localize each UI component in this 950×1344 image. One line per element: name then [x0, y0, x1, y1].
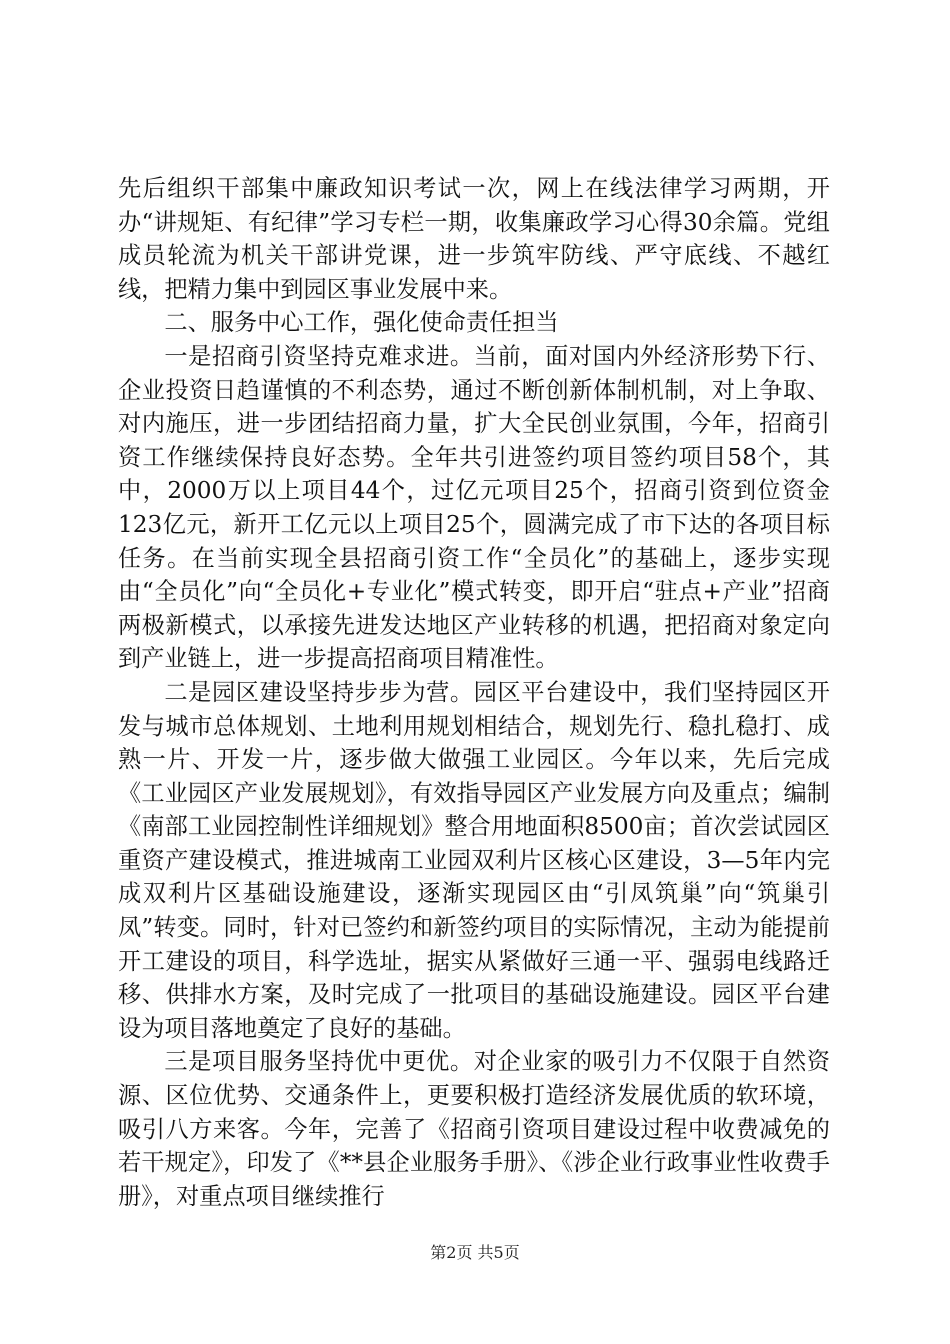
page-number-footer: 第2页 共5页: [430, 1243, 520, 1262]
document-body: [118, 172, 830, 1213]
paragraph-park-construction: 二是园区建设坚持步步为营。园区平台建设中，我们坚持园区开发与城市总体规划、土地利用规划相结合，规划先行、稳扎稳打、成熟一片、开发一片，逐步做大做强工业园区。今年以来，先后完成《工业园区产业发展规划》，有效指导园区产业发展方向及重点；编制《南部工业园控制性详细规划》整合用地面积8500亩；首次尝试园区重资产建设模式，推进城南工业园双利片区核心区建设，3—5年内完成双利片区基础设施建设，逐渐实现园区由“引凤筑巢”向“筑巢引凤”转变。同时，针对已签约和新签约项目的实际情况，主动为能提前开工建设的项目，科学选址，据实从紧做好三通一平、强弱电线路迁移、供排水方案，及时完成了一批项目的基础设施建设。园区平台建设为项目落地奠定了良好的基础。: [118, 678, 830, 1042]
section-heading: 二、服务中心工作，强化使命责任担当: [164, 309, 559, 337]
paragraph-project-service: 三是项目服务坚持优中更优。对企业家的吸引力不仅限于自然资源、区位优势、交通条件上，更要积极打造经济发展优质的软环境，吸引八方来客。今年，完善了《招商引资项目建设过程中收费减免的若干规定》，印发了《**县企业服务手册》、《涉企业行政事业性收费手册》，对重点项目继续推行: [118, 1048, 830, 1210]
paragraph-continuation: 先后组织干部集中廉政知识考试一次，网上在线法律学习两期，开办“讲规矩、有纪律”学习专栏一期，收集廉政学习心得30余篇。党组成员轮流为机关干部讲党课，进一步筑牢防线、严守底线、不越红线，把精力集中到园区事业发展中来。: [118, 175, 830, 303]
paragraph-investment: 一是招商引资坚持克难求进。当前，面对国内外经济形势下行、企业投资日趋谨慎的不利态势，通过不断创新体制机制，对上争取、对内施压，进一步团结招商力量，扩大全民创业氛围，今年，招商引资工作继续保持良好态势。全年共引进签约项目签约项目58个，其中，2000万以上项目44个，过亿元项目25个，招商引资到位资金123亿元，新开工亿元以上项目25个，圆满完成了市下达的各项目标任务。在当前实现全县招商引资工作“全员化”的基础上，逐步实现由“全员化”向“全员化+专业化”模式转变，即开启“驻点+产业”招商两极新模式，以承接先进发达地区产业转移的机遇，把招商对象定向到产业链上，进一步提高招商项目精准性。: [118, 342, 830, 673]
